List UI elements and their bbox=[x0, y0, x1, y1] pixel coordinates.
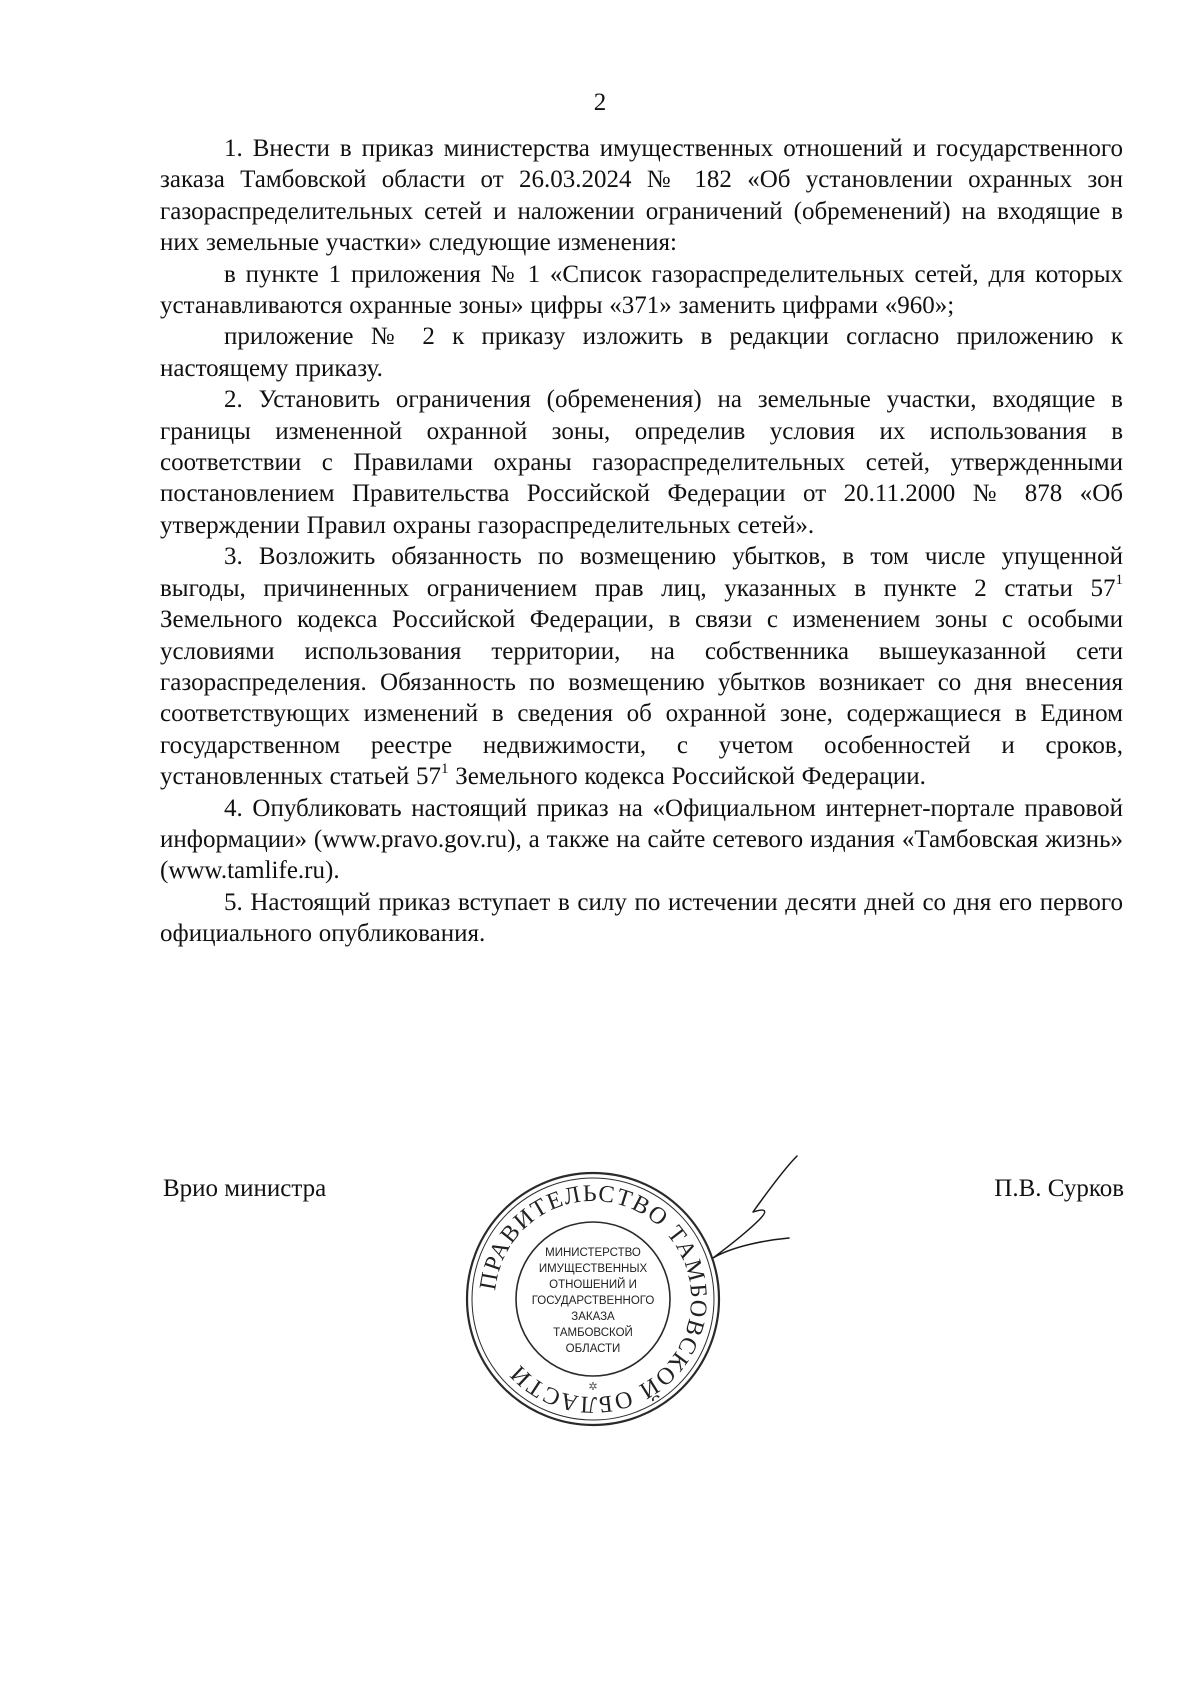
document-body bbox=[160, 133, 1123, 950]
handwritten-signature bbox=[705, 1150, 805, 1265]
signatory-name: П.В. Сурков bbox=[994, 1175, 1124, 1202]
svg-text:МИНИСТЕРСТВО: МИНИСТЕРСТВО bbox=[545, 1247, 641, 1259]
page-number: 2 bbox=[593, 89, 607, 116]
svg-text:ОТНОШЕНИЙ И: ОТНОШЕНИЙ И bbox=[549, 1279, 637, 1291]
stamp-inner-text bbox=[532, 1247, 655, 1355]
paragraph-1: 1. Внести в приказ министерства имущественных отношений и государственного заказа Тамбовской области от 26.03.2024 № 182 «Об установлении охранных зон газораспределительных сетей и наложении ограничений (обременений) на входящие в них земельные участки» следующие изменения: bbox=[160, 135, 1123, 257]
signatory-position: Врио министра bbox=[163, 1175, 327, 1202]
paragraph-3-part-c: Земельного кодекса Российской Федерации. bbox=[448, 763, 926, 791]
stamp-outer-text: ПРАВИТЕЛЬСТВО ТАМБОВСКОЙ ОБЛАСТИ bbox=[475, 1180, 712, 1418]
official-stamp bbox=[462, 1168, 724, 1430]
paragraph-2: 2. Установить ограничения (обременения) на земельные участки, входящие в границы измененной охранной зоны, определив условия их использования в соответствии с Правилами охраны газораспределительных сетей, утвержденными постановлением Правительства Российской Федерации от 20.11.2000 № 878 «Об утверждении Правил охраны газораспределительных сетей». bbox=[160, 386, 1123, 539]
paragraph-1-subitem-a: в пункте 1 приложения № 1 «Список газораспределительных сетей, для которых устанавливаются охранные зоны» цифры «371» заменить цифрами «960»; bbox=[160, 260, 1123, 320]
paragraph-1-subitem-b: приложение № 2 к приказу изложить в редакции согласно приложению к настоящему приказу. bbox=[160, 323, 1123, 382]
paragraph-4: 4. Опубликовать настоящий приказ на «Официальном интернет-портале правовой информации» (www.pravo.gov.ru), а также на сайте сетевого издания «Тамбовская жизнь» (www.tamlife.ru). bbox=[160, 794, 1123, 885]
superscript: 1 bbox=[440, 760, 449, 777]
svg-text:✲: ✲ bbox=[588, 1380, 598, 1393]
svg-text:ИМУЩЕСТВЕННЫХ: ИМУЩЕСТВЕННЫХ bbox=[538, 1263, 648, 1275]
svg-text:ГОСУДАРСТВЕННОГО: ГОСУДАРСТВЕННОГО bbox=[531, 1295, 655, 1307]
paragraph-3-part-b: Земельного кодекса Российской Федерации, в связи с изменением зоны с особыми условиями использования территории, на собственника вышеуказанной сети газораспределения. Обязанность по возмещению убытков возникает со дня внесения соответствующих изменений в сведения об охранной зоне, содержащиеся в Едином государственном реестре недвижимости, с учетом особенностей и сроков, установленных статьей 57 bbox=[160, 606, 1123, 791]
svg-text:ТАМБОВСКОЙ: ТАМБОВСКОЙ bbox=[553, 1327, 633, 1339]
paragraph-3 bbox=[160, 541, 1123, 792]
svg-text:ОБЛАСТИ: ОБЛАСТИ bbox=[565, 1343, 621, 1355]
svg-text:ЗАКАЗА: ЗАКАЗА bbox=[571, 1311, 615, 1323]
superscript: 1 bbox=[1115, 572, 1123, 589]
paragraph-5: 5. Настоящий приказ вступает в силу по истечении десяти дней со дня его первого официального опубликования. bbox=[160, 888, 1123, 948]
paragraph-3-part-a: 3. Возложить обязанность по возмещению убытков, в том числе упущенной выгоды, причиненных ограничением прав лиц, указанных в пункте 2 статьи 57 bbox=[160, 543, 1123, 602]
